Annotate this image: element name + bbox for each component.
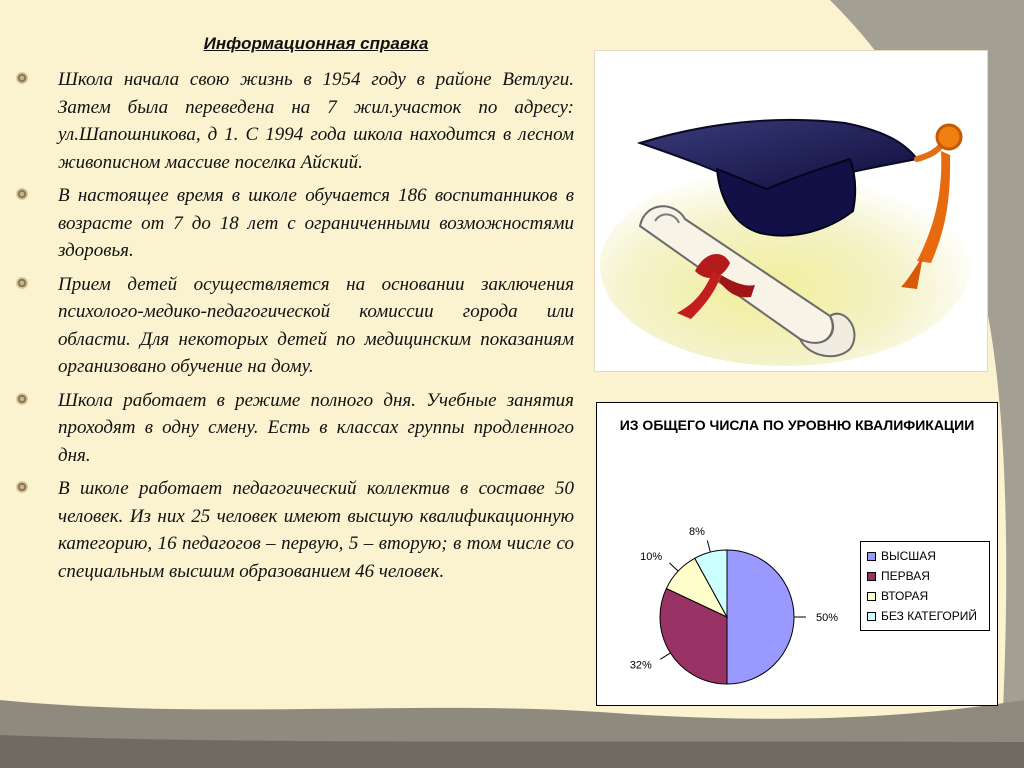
legend-label: БЕЗ КАТЕГОРИЙ [881, 609, 977, 623]
legend-swatch [867, 592, 876, 601]
legend-label: ВЫСШАЯ [881, 549, 936, 563]
qualification-pie-chart [596, 402, 998, 706]
bullet-item [16, 182, 574, 265]
legend-label: ВТОРАЯ [881, 589, 929, 603]
chart-title: ИЗ ОБЩЕГО ЧИСЛА ПО УРОВНЮ КВАЛИФИКАЦИИ [619, 417, 975, 433]
legend-item [867, 546, 989, 566]
data-label: 32% [629, 659, 652, 672]
legend-item [867, 606, 989, 626]
bullet-icon [16, 481, 28, 493]
legend-item [867, 566, 989, 586]
graduation-cap-icon [595, 51, 987, 371]
legend-swatch [867, 572, 876, 581]
slide-title: Информационная справка [203, 34, 429, 53]
data-label: 8% [688, 525, 705, 538]
legend-swatch [867, 552, 876, 561]
leader-line [669, 563, 678, 571]
bullet-text: Прием детей осуществляется на основании заключения психолого-медико-педагогической комиссии города или области. Для некоторых детей по медицинским показаниям организовано обучение на дому. [58, 273, 574, 377]
legend-swatch [867, 612, 876, 621]
graduation-image [594, 50, 988, 372]
legend-label: ПЕРВАЯ [881, 569, 930, 583]
bullet-text: Школа работает в режиме полного дня. Учебные занятия проходят в одну смену. Есть в классах группы продленного дня. [58, 389, 574, 466]
bullet-icon [16, 277, 28, 289]
bullet-text: В настоящее время в школе обучается 186 воспитанников в возрасте от 7 до 18 лет с ограниченными возможностями здоровья. [58, 185, 574, 261]
leader-line [660, 653, 670, 659]
bullet-icon [16, 188, 28, 200]
bullet-icon [16, 72, 28, 84]
chart-legend [860, 541, 990, 631]
bullet-item [16, 66, 574, 176]
bullet-item [16, 387, 574, 470]
data-label: 10% [640, 551, 663, 564]
leader-line [707, 540, 710, 552]
legend-item [867, 586, 989, 606]
bullet-item [16, 271, 574, 381]
data-label: 50% [816, 612, 839, 624]
bullet-list [16, 66, 574, 591]
bullet-text: В школе работает педагогический коллектив в составе 50 человек. Из них 25 человек имеют высшую квалификационную категорию, 16 педагогов – первую, 5 – вторую; в том числе со специальным высшим образованием 46 человек. [58, 478, 574, 582]
bullet-icon [16, 393, 28, 405]
bullet-text: Школа начала свою жизнь в 1954 году в районе Ветлуги. Затем была переведена на 7 жил.участок по адресу: ул.Шапошникова, д 1. С 1994 года школа находится в лесном живописном массиве поселка Айский. [58, 69, 574, 173]
pie-slice-1 [727, 550, 794, 684]
bullet-item [16, 475, 574, 585]
